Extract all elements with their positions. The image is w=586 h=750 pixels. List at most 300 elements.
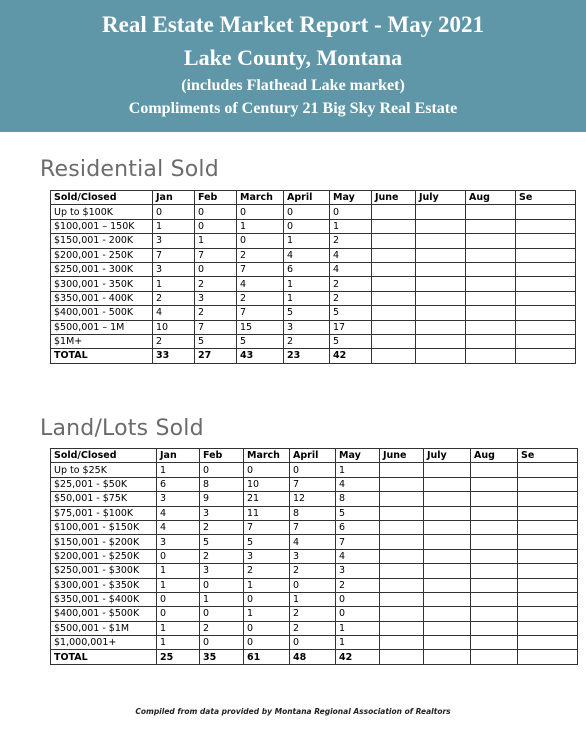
count-cell: 1 (153, 219, 195, 233)
count-cell (518, 477, 578, 491)
table-row (51, 636, 578, 650)
table-row (51, 621, 578, 635)
table-row (51, 578, 578, 592)
count-cell (471, 607, 518, 621)
table-row (51, 564, 578, 578)
count-cell: 7 (195, 248, 237, 262)
count-cell (424, 520, 471, 534)
count-cell (471, 535, 518, 549)
table-row (51, 492, 578, 506)
count-cell: 3 (244, 549, 290, 563)
count-cell (380, 621, 424, 635)
count-cell: 2 (195, 306, 237, 320)
count-cell (424, 492, 471, 506)
count-cell: 1 (336, 463, 380, 477)
count-cell: 2 (244, 564, 290, 578)
count-cell: 8 (290, 506, 336, 520)
column-header: March (237, 191, 284, 205)
count-cell (516, 320, 576, 334)
count-cell: 2 (153, 291, 195, 305)
count-cell (466, 320, 516, 334)
count-cell (466, 349, 516, 363)
count-cell: 9 (200, 492, 244, 506)
count-cell (518, 506, 578, 520)
count-cell: 3 (336, 564, 380, 578)
count-cell: 6 (336, 520, 380, 534)
count-cell (380, 506, 424, 520)
report-header-banner (0, 0, 586, 132)
column-header: May (336, 449, 380, 463)
table-row (51, 349, 576, 363)
count-cell: 3 (195, 291, 237, 305)
count-cell: 3 (200, 564, 244, 578)
count-cell: 35 (200, 650, 244, 664)
column-header: Sold/Closed (51, 449, 157, 463)
count-cell: 0 (153, 205, 195, 219)
count-cell: 4 (284, 248, 330, 262)
count-cell: 1 (157, 578, 200, 592)
count-cell (466, 291, 516, 305)
count-cell: 0 (200, 463, 244, 477)
count-cell: 0 (237, 234, 284, 248)
table-row (51, 334, 576, 348)
count-cell: 0 (244, 636, 290, 650)
count-cell: 6 (157, 477, 200, 491)
count-cell: 2 (290, 607, 336, 621)
count-cell: 4 (330, 262, 372, 276)
count-cell: 48 (290, 650, 336, 664)
count-cell: 5 (200, 535, 244, 549)
table-row (51, 306, 576, 320)
table-row (51, 549, 578, 563)
count-cell: 0 (336, 607, 380, 621)
table-row (51, 463, 578, 477)
count-cell (372, 277, 416, 291)
count-cell (416, 262, 466, 276)
table-row (51, 506, 578, 520)
count-cell: 2 (237, 248, 284, 262)
count-cell: 4 (237, 277, 284, 291)
table-row (51, 650, 578, 664)
count-cell (372, 320, 416, 334)
count-cell: 2 (330, 234, 372, 248)
price-range-cell: $300,001 - $350K (51, 578, 157, 592)
count-cell (516, 306, 576, 320)
count-cell: 1 (157, 621, 200, 635)
count-cell (372, 334, 416, 348)
column-header: Feb (200, 449, 244, 463)
count-cell: 15 (237, 320, 284, 334)
count-cell: 0 (244, 592, 290, 606)
count-cell (518, 492, 578, 506)
count-cell (471, 592, 518, 606)
count-cell (471, 564, 518, 578)
count-cell: 43 (237, 349, 284, 363)
count-cell: 12 (290, 492, 336, 506)
table-row (51, 205, 576, 219)
count-cell: 7 (244, 520, 290, 534)
count-cell: 4 (157, 506, 200, 520)
count-cell: 0 (200, 636, 244, 650)
count-cell (518, 636, 578, 650)
count-cell: 1 (284, 291, 330, 305)
count-cell: 7 (290, 520, 336, 534)
count-cell: 2 (200, 549, 244, 563)
count-cell: 2 (284, 334, 330, 348)
column-header: May (330, 191, 372, 205)
count-cell (471, 578, 518, 592)
count-cell: 0 (284, 219, 330, 233)
count-cell: 1 (284, 234, 330, 248)
count-cell (471, 636, 518, 650)
price-range-cell: $1,000,001+ (51, 636, 157, 650)
column-header: Feb (195, 191, 237, 205)
column-header: July (416, 191, 466, 205)
price-range-cell: $100,001 – 150K (51, 219, 153, 233)
count-cell (424, 506, 471, 520)
count-cell (372, 248, 416, 262)
count-cell (424, 535, 471, 549)
count-cell (416, 349, 466, 363)
count-cell (416, 334, 466, 348)
price-range-cell: TOTAL (51, 650, 157, 664)
count-cell (466, 334, 516, 348)
count-cell (466, 277, 516, 291)
count-cell (416, 219, 466, 233)
price-range-cell: $350,001 - $400K (51, 592, 157, 606)
count-cell (380, 650, 424, 664)
count-cell (424, 549, 471, 563)
count-cell: 2 (290, 621, 336, 635)
count-cell (466, 306, 516, 320)
count-cell (380, 535, 424, 549)
count-cell: 1 (200, 592, 244, 606)
table-row (51, 248, 576, 262)
count-cell: 3 (290, 549, 336, 563)
column-header: March (244, 449, 290, 463)
price-range-cell: $150,001 - $200K (51, 535, 157, 549)
count-cell (516, 219, 576, 233)
count-cell: 5 (244, 535, 290, 549)
report-market-note: (includes Flathead Lake market) (181, 77, 405, 94)
column-header: April (290, 449, 336, 463)
column-header: June (380, 449, 424, 463)
count-cell (471, 463, 518, 477)
count-cell (380, 592, 424, 606)
count-cell: 7 (153, 248, 195, 262)
count-cell (416, 234, 466, 248)
count-cell: 4 (157, 520, 200, 534)
count-cell (416, 291, 466, 305)
count-cell (424, 592, 471, 606)
table-row (51, 520, 578, 534)
count-cell: 42 (330, 349, 372, 363)
count-cell (466, 262, 516, 276)
count-cell (424, 578, 471, 592)
count-cell (380, 463, 424, 477)
count-cell: 3 (157, 535, 200, 549)
price-range-cell: Up to $25K (51, 463, 157, 477)
column-header: Jan (157, 449, 200, 463)
count-cell: 1 (195, 234, 237, 248)
column-header: Jan (153, 191, 195, 205)
price-range-cell: $500,001 - $1M (51, 621, 157, 635)
count-cell: 33 (153, 349, 195, 363)
count-cell (416, 277, 466, 291)
count-cell (471, 506, 518, 520)
price-range-cell: $250,001 - 300K (51, 262, 153, 276)
land-section-title: Land/Lots Sold (40, 416, 204, 441)
count-cell: 0 (244, 621, 290, 635)
column-header: June (372, 191, 416, 205)
residential-table-wrapper (50, 190, 586, 364)
count-cell (380, 477, 424, 491)
count-cell (424, 636, 471, 650)
count-cell (372, 306, 416, 320)
count-cell (466, 205, 516, 219)
report-title: Real Estate Market Report - May 2021 (102, 12, 484, 37)
count-cell (518, 520, 578, 534)
count-cell: 7 (336, 535, 380, 549)
price-range-cell: $400,001 - $500K (51, 607, 157, 621)
count-cell: 8 (336, 492, 380, 506)
price-range-cell: $1M+ (51, 334, 153, 348)
count-cell (372, 219, 416, 233)
table-row (51, 592, 578, 606)
column-header: July (424, 449, 471, 463)
count-cell: 1 (237, 219, 284, 233)
count-cell (380, 564, 424, 578)
count-cell: 0 (336, 592, 380, 606)
count-cell: 3 (200, 506, 244, 520)
count-cell: 21 (244, 492, 290, 506)
count-cell: 0 (200, 607, 244, 621)
count-cell: 1 (157, 636, 200, 650)
count-cell (516, 334, 576, 348)
count-cell: 2 (330, 277, 372, 291)
count-cell: 3 (153, 234, 195, 248)
count-cell (424, 621, 471, 635)
count-cell: 4 (330, 248, 372, 262)
count-cell: 42 (336, 650, 380, 664)
count-cell: 5 (330, 334, 372, 348)
count-cell (471, 650, 518, 664)
table-row (51, 607, 578, 621)
count-cell: 2 (195, 277, 237, 291)
count-cell (518, 650, 578, 664)
count-cell: 0 (195, 205, 237, 219)
count-cell: 0 (330, 205, 372, 219)
count-cell: 7 (237, 262, 284, 276)
table-row (51, 262, 576, 276)
count-cell: 0 (290, 636, 336, 650)
count-cell: 1 (157, 564, 200, 578)
count-cell (380, 520, 424, 534)
count-cell: 4 (336, 549, 380, 563)
count-cell: 5 (336, 506, 380, 520)
price-range-cell: $250,001 - $300K (51, 564, 157, 578)
price-range-cell: $100,001 - $150K (51, 520, 157, 534)
table-row (51, 234, 576, 248)
count-cell: 7 (237, 306, 284, 320)
count-cell (372, 234, 416, 248)
count-cell (466, 234, 516, 248)
count-cell (471, 520, 518, 534)
price-range-cell: $50,001 - $75K (51, 492, 157, 506)
count-cell (372, 349, 416, 363)
column-header: April (284, 191, 330, 205)
count-cell: 25 (157, 650, 200, 664)
table-header-row (51, 191, 576, 205)
count-cell (416, 248, 466, 262)
count-cell (518, 592, 578, 606)
count-cell: 5 (284, 306, 330, 320)
count-cell (380, 636, 424, 650)
price-range-cell: $300,001 - 350K (51, 277, 153, 291)
column-header: Aug (466, 191, 516, 205)
count-cell (516, 234, 576, 248)
count-cell (471, 492, 518, 506)
count-cell: 1 (153, 277, 195, 291)
count-cell: 3 (153, 262, 195, 276)
count-cell (518, 621, 578, 635)
table-row (51, 477, 578, 491)
count-cell: 0 (157, 607, 200, 621)
count-cell: 2 (200, 621, 244, 635)
count-cell: 0 (200, 578, 244, 592)
count-cell (516, 277, 576, 291)
count-cell: 4 (290, 535, 336, 549)
count-cell: 1 (330, 219, 372, 233)
table-header-row (51, 449, 578, 463)
count-cell: 0 (157, 549, 200, 563)
count-cell: 0 (195, 262, 237, 276)
residential-sold-table (50, 190, 576, 364)
report-compliments: Compliments of Century 21 Big Sky Real Estate (128, 100, 458, 117)
count-cell (518, 578, 578, 592)
count-cell: 4 (336, 477, 380, 491)
count-cell: 8 (200, 477, 244, 491)
count-cell: 0 (195, 219, 237, 233)
count-cell: 1 (244, 578, 290, 592)
count-cell: 6 (284, 262, 330, 276)
count-cell (380, 492, 424, 506)
count-cell (424, 564, 471, 578)
column-header: Se (516, 191, 576, 205)
count-cell: 0 (290, 463, 336, 477)
count-cell (518, 463, 578, 477)
count-cell: 0 (237, 205, 284, 219)
data-source-footnote: Compiled from data provided by Montana Regional Association of Realtors (135, 707, 451, 716)
price-range-cell: $500,001 – 1M (51, 320, 153, 334)
count-cell: 2 (153, 334, 195, 348)
count-cell (372, 205, 416, 219)
table-row (51, 277, 576, 291)
count-cell: 2 (200, 520, 244, 534)
count-cell (518, 535, 578, 549)
report-location: Lake County, Montana (183, 45, 403, 70)
count-cell (516, 291, 576, 305)
count-cell: 11 (244, 506, 290, 520)
count-cell: 61 (244, 650, 290, 664)
price-range-cell: $150,001 - 200K (51, 234, 153, 248)
price-range-cell: $25,001 - $50K (51, 477, 157, 491)
count-cell: 1 (290, 592, 336, 606)
price-range-cell: $200,001 - $250K (51, 549, 157, 563)
count-cell: 2 (336, 578, 380, 592)
count-cell: 7 (195, 320, 237, 334)
column-header: Se (518, 449, 578, 463)
count-cell: 2 (330, 291, 372, 305)
count-cell (372, 291, 416, 305)
count-cell (424, 650, 471, 664)
count-cell: 17 (330, 320, 372, 334)
price-range-cell: $400,001 - 500K (51, 306, 153, 320)
column-header: Aug (471, 449, 518, 463)
count-cell: 2 (290, 564, 336, 578)
price-range-cell: TOTAL (51, 349, 153, 363)
price-range-cell: $200,001 - 250K (51, 248, 153, 262)
count-cell (380, 578, 424, 592)
count-cell: 7 (290, 477, 336, 491)
count-cell (380, 549, 424, 563)
count-cell: 1 (336, 621, 380, 635)
count-cell: 10 (153, 320, 195, 334)
count-cell: 0 (284, 205, 330, 219)
count-cell: 3 (284, 320, 330, 334)
count-cell (424, 463, 471, 477)
count-cell (380, 607, 424, 621)
count-cell (518, 549, 578, 563)
count-cell (416, 205, 466, 219)
count-cell: 10 (244, 477, 290, 491)
land-lots-sold-table (50, 448, 578, 665)
count-cell (466, 248, 516, 262)
count-cell: 5 (330, 306, 372, 320)
table-row (51, 320, 576, 334)
table-row (51, 291, 576, 305)
count-cell (516, 248, 576, 262)
column-header: Sold/Closed (51, 191, 153, 205)
count-cell: 0 (244, 463, 290, 477)
land-table-wrapper (50, 448, 586, 665)
count-cell (516, 205, 576, 219)
count-cell: 5 (195, 334, 237, 348)
count-cell: 5 (237, 334, 284, 348)
residential-section-title: Residential Sold (40, 157, 219, 182)
count-cell (518, 607, 578, 621)
price-range-cell: $350,001 - 400K (51, 291, 153, 305)
count-cell (471, 549, 518, 563)
count-cell: 27 (195, 349, 237, 363)
count-cell: 3 (157, 492, 200, 506)
count-cell: 4 (153, 306, 195, 320)
count-cell: 0 (157, 592, 200, 606)
count-cell (424, 477, 471, 491)
count-cell: 1 (284, 277, 330, 291)
count-cell (518, 564, 578, 578)
count-cell (516, 262, 576, 276)
count-cell (516, 349, 576, 363)
count-cell (471, 621, 518, 635)
price-range-cell: $75,001 - $100K (51, 506, 157, 520)
count-cell (416, 306, 466, 320)
count-cell: 0 (290, 578, 336, 592)
price-range-cell: Up to $100K (51, 205, 153, 219)
table-row (51, 535, 578, 549)
table-row (51, 219, 576, 233)
count-cell (424, 607, 471, 621)
